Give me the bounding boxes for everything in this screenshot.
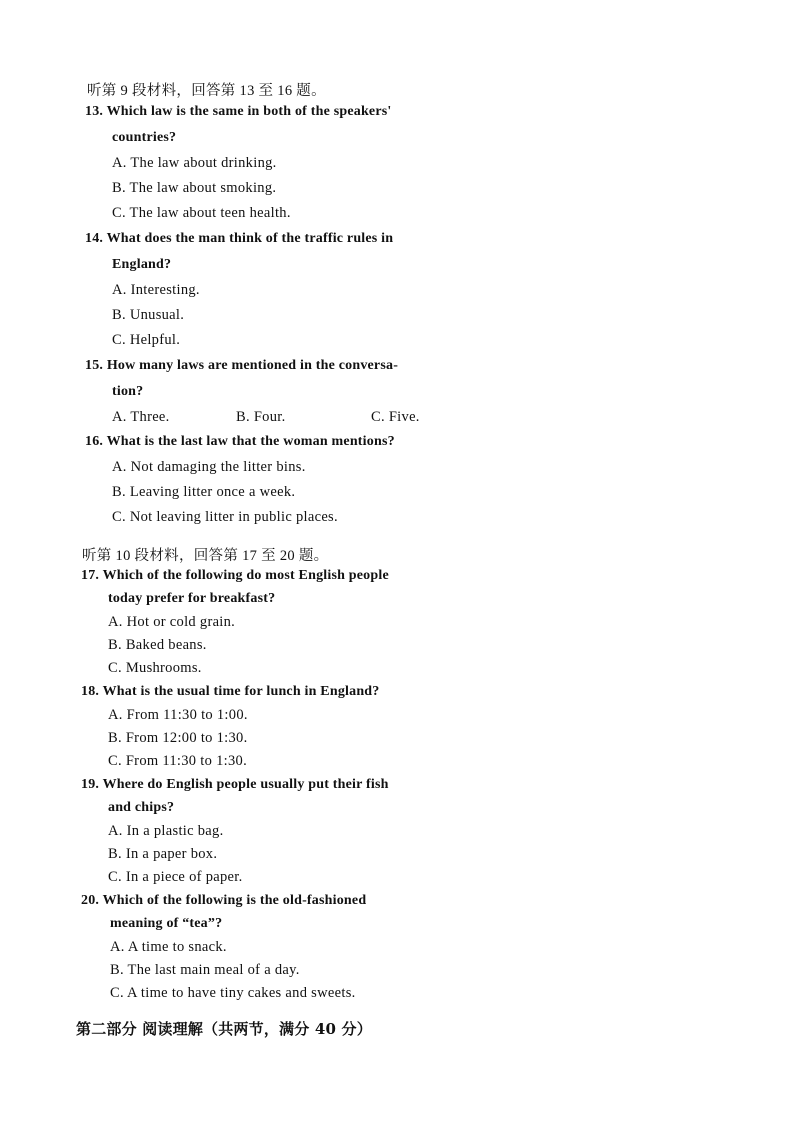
option-c: C. From 11:30 to 1:30.: [108, 753, 247, 769]
question-text-continued: tion?: [112, 384, 144, 399]
part-heading: 第二部分 阅读理解（共两节，满分 40 分）: [76, 1020, 372, 1038]
option-c: C. Mushrooms.: [108, 660, 202, 676]
question-number: 20.: [81, 893, 100, 908]
question-20: [81, 893, 366, 909]
option-b: B. The last main meal of a day.: [110, 962, 300, 978]
question-number: 17.: [81, 568, 100, 583]
option-a: A. The law about drinking.: [112, 155, 277, 171]
question-number: 16.: [85, 434, 104, 449]
question-text: How many laws are mentioned in the conversa-: [106, 358, 399, 373]
section-intro: 听第 10 段材料，回答第 17 至 20 题。: [82, 548, 329, 564]
question-number: 14.: [85, 231, 104, 246]
question-text: Which of the following do most English people: [102, 568, 389, 583]
question-text: What does the man think of the traffic rules in: [106, 231, 394, 246]
question-number: 19.: [81, 777, 100, 792]
option-a: A. Not damaging the litter bins.: [112, 459, 306, 475]
option-b: B. In a paper box.: [108, 846, 218, 862]
option-b: B. Unusual.: [112, 307, 185, 323]
option-b: B. Baked beans.: [108, 637, 207, 653]
question-16: [85, 434, 395, 450]
option-a: A. A time to snack.: [110, 939, 227, 955]
option-c: C. Five.: [371, 409, 420, 425]
question-number: 15.: [85, 358, 104, 373]
option-a: A. Three.: [112, 409, 170, 425]
question-18: [81, 684, 380, 700]
question-text-continued: today prefer for breakfast?: [108, 591, 276, 606]
option-b: B. The law about smoking.: [112, 180, 277, 196]
question-number: 18.: [81, 684, 100, 699]
question-number: 13.: [85, 104, 104, 119]
section-intro: 听第 9 段材料，回答第 13 至 16 题。: [87, 83, 326, 99]
question-13: [85, 104, 392, 120]
question-14: [85, 231, 393, 247]
question-text-continued: meaning of “tea”?: [110, 916, 223, 931]
question-text: Where do English people usually put their fish: [102, 777, 389, 792]
option-a: A. Interesting.: [112, 282, 200, 298]
option-a: A. In a plastic bag.: [108, 823, 224, 839]
question-text: What is the last law that the woman mentions?: [106, 434, 395, 449]
option-c: C. A time to have tiny cakes and sweets.: [110, 985, 356, 1001]
question-text: What is the usual time for lunch in England?: [102, 684, 380, 699]
option-c: C. Not leaving litter in public places.: [112, 509, 338, 525]
option-a: A. Hot or cold grain.: [108, 614, 236, 630]
option-b: B. From 12:00 to 1:30.: [108, 730, 248, 746]
option-c: C. In a piece of paper.: [108, 869, 243, 885]
option-c: C. The law about teen health.: [112, 205, 291, 221]
option-c: C. Helpful.: [112, 332, 181, 348]
option-a: A. From 11:30 to 1:00.: [108, 707, 248, 723]
question-text-continued: England?: [112, 257, 172, 272]
question-15: [85, 358, 398, 374]
question-text-continued: and chips?: [108, 800, 175, 815]
option-b: B. Leaving litter once a week.: [112, 484, 296, 500]
question-17: [81, 568, 389, 584]
option-b: B. Four.: [236, 409, 286, 425]
question-text: Which law is the same in both of the speakers': [106, 104, 392, 119]
question-text: Which of the following is the old-fashioned: [102, 893, 367, 908]
question-19: [81, 777, 389, 793]
question-text-continued: countries?: [112, 130, 177, 145]
